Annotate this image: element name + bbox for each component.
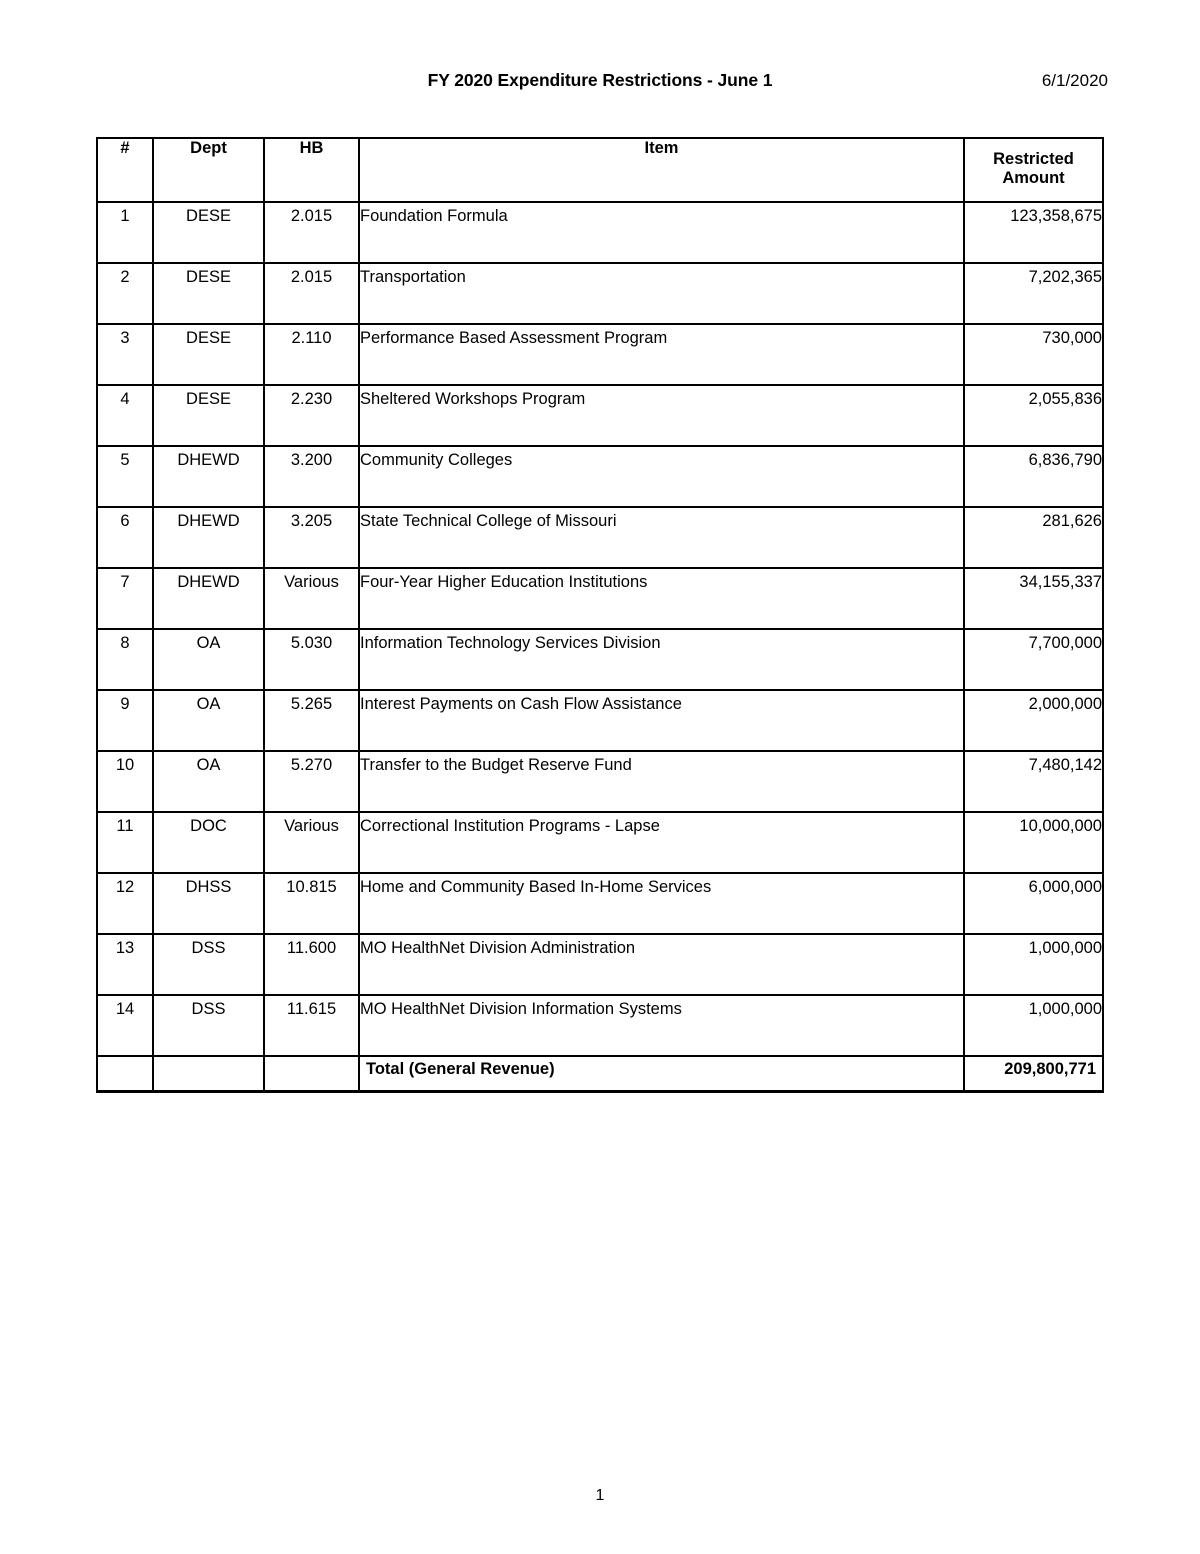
cell-amount: 34,155,337	[964, 568, 1103, 629]
cell-dept: DOC	[153, 812, 264, 873]
cell-dept: DESE	[153, 263, 264, 324]
total-cell-hb	[264, 1056, 359, 1092]
cell-hb: 3.200	[264, 446, 359, 507]
cell-dept: DESE	[153, 202, 264, 263]
cell-number: 5	[97, 446, 153, 507]
total-cell-number	[97, 1056, 153, 1092]
table-header-row	[97, 138, 1103, 202]
page-title: FY 2020 Expenditure Restrictions - June 1	[427, 70, 773, 90]
cell-number: 10	[97, 751, 153, 812]
cell-amount: 7,202,365	[964, 263, 1103, 324]
table-row	[97, 751, 1103, 812]
cell-amount: 2,055,836	[964, 385, 1103, 446]
cell-dept: DSS	[153, 995, 264, 1056]
cell-item: Four-Year Higher Education Institutions	[359, 568, 964, 629]
table-row	[97, 324, 1103, 385]
cell-dept: OA	[153, 690, 264, 751]
cell-number: 3	[97, 324, 153, 385]
cell-hb: 2.230	[264, 385, 359, 446]
cell-item: State Technical College of Missouri	[359, 507, 964, 568]
table-row	[97, 263, 1103, 324]
cell-dept: DSS	[153, 934, 264, 995]
cell-number: 4	[97, 385, 153, 446]
cell-amount: 281,626	[964, 507, 1103, 568]
table-total-row	[97, 1056, 1103, 1092]
cell-dept: OA	[153, 629, 264, 690]
cell-number: 11	[97, 812, 153, 873]
table-row	[97, 812, 1103, 873]
cell-hb: Various	[264, 568, 359, 629]
cell-amount: 1,000,000	[964, 934, 1103, 995]
table-row	[97, 995, 1103, 1056]
cell-item: Information Technology Services Division	[359, 629, 964, 690]
cell-dept: DHSS	[153, 873, 264, 934]
cell-amount: 7,700,000	[964, 629, 1103, 690]
cell-item: Correctional Institution Programs - Lapse	[359, 812, 964, 873]
cell-hb: 3.205	[264, 507, 359, 568]
table-row	[97, 690, 1103, 751]
cell-dept: DHEWD	[153, 507, 264, 568]
table-header	[97, 138, 1103, 202]
table-row	[97, 934, 1103, 995]
table-row	[97, 202, 1103, 263]
cell-amount: 6,836,790	[964, 446, 1103, 507]
column-header-hb: HB	[264, 138, 359, 202]
cell-amount: 2,000,000	[964, 690, 1103, 751]
column-header-dept: Dept	[153, 138, 264, 202]
cell-number: 8	[97, 629, 153, 690]
document-date: 6/1/2020	[1041, 71, 1108, 90]
cell-number: 7	[97, 568, 153, 629]
total-cell-dept	[153, 1056, 264, 1092]
cell-amount: 6,000,000	[964, 873, 1103, 934]
table-row	[97, 446, 1103, 507]
cell-hb: 2.015	[264, 202, 359, 263]
cell-hb: 10.815	[264, 873, 359, 934]
cell-item: Foundation Formula	[359, 202, 964, 263]
cell-number: 9	[97, 690, 153, 751]
restrictions-table-container	[96, 137, 1102, 1093]
document-header	[96, 70, 1108, 96]
cell-hb: 2.110	[264, 324, 359, 385]
cell-item: Home and Community Based In-Home Services	[359, 873, 964, 934]
cell-number: 1	[97, 202, 153, 263]
cell-hb: 11.600	[264, 934, 359, 995]
total-cell-item: Total (General Revenue)	[359, 1056, 964, 1092]
table-row	[97, 568, 1103, 629]
table-row	[97, 629, 1103, 690]
cell-dept: OA	[153, 751, 264, 812]
cell-hb: 5.270	[264, 751, 359, 812]
cell-item: Sheltered Workshops Program	[359, 385, 964, 446]
cell-hb: 11.615	[264, 995, 359, 1056]
page-number: 1	[595, 1487, 605, 1504]
column-header-restricted-amount	[964, 138, 1103, 202]
total-cell-amount: 209,800,771	[964, 1056, 1103, 1092]
cell-number: 13	[97, 934, 153, 995]
cell-number: 12	[97, 873, 153, 934]
column-header-item: Item	[359, 138, 964, 202]
cell-item: MO HealthNet Division Administration	[359, 934, 964, 995]
cell-item: Transfer to the Budget Reserve Fund	[359, 751, 964, 812]
cell-number: 2	[97, 263, 153, 324]
cell-dept: DHEWD	[153, 446, 264, 507]
cell-hb: 2.015	[264, 263, 359, 324]
cell-dept: DESE	[153, 385, 264, 446]
cell-amount: 10,000,000	[964, 812, 1103, 873]
cell-item: MO HealthNet Division Information Systems	[359, 995, 964, 1056]
table-row	[97, 873, 1103, 934]
cell-amount: 1,000,000	[964, 995, 1103, 1056]
cell-item: Interest Payments on Cash Flow Assistance	[359, 690, 964, 751]
column-header-restricted-amount-line1: Restricted	[993, 149, 1074, 168]
cell-item: Community Colleges	[359, 446, 964, 507]
cell-item: Transportation	[359, 263, 964, 324]
cell-hb: Various	[264, 812, 359, 873]
cell-amount: 123,358,675	[964, 202, 1103, 263]
cell-dept: DESE	[153, 324, 264, 385]
cell-hb: 5.030	[264, 629, 359, 690]
cell-hb: 5.265	[264, 690, 359, 751]
cell-amount: 7,480,142	[964, 751, 1103, 812]
column-header-number: #	[97, 138, 153, 202]
column-header-restricted-amount-line2: Amount	[1002, 169, 1065, 187]
cell-number: 6	[97, 507, 153, 568]
restrictions-table	[96, 137, 1104, 1093]
table-row	[97, 385, 1103, 446]
table-row	[97, 507, 1103, 568]
cell-item: Performance Based Assessment Program	[359, 324, 964, 385]
cell-amount: 730,000	[964, 324, 1103, 385]
table-body	[97, 202, 1103, 1092]
cell-number: 14	[97, 995, 153, 1056]
cell-dept: DHEWD	[153, 568, 264, 629]
